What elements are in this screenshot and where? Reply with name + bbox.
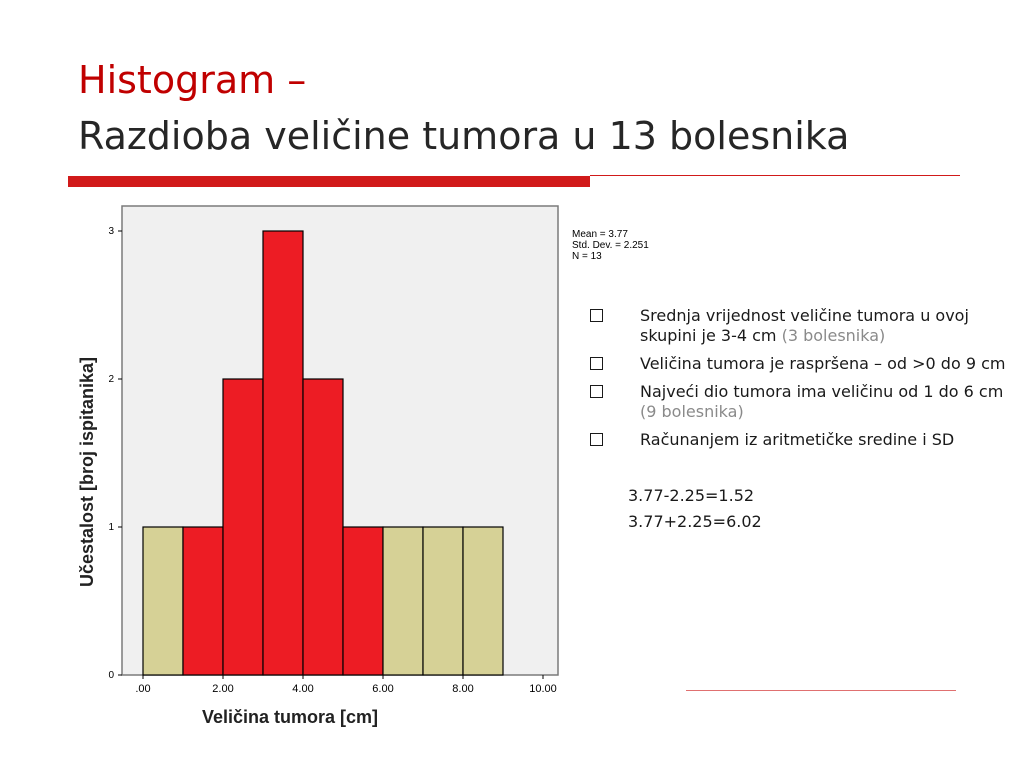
histogram-bar [143,527,183,675]
checkbox-bullet-icon [590,385,603,398]
histogram-bar [343,527,383,675]
histogram-bar [303,379,343,675]
title-rule-thick [68,176,590,187]
bullet-note: (3 bolesnika) [776,326,886,345]
bullet-list [590,306,1020,458]
histogram-bar [383,527,423,675]
stats-box [572,229,649,262]
stat-std: Std. Dev. = 2.251 [572,240,649,251]
x-tick-label: 10.00 [529,683,557,695]
histogram-bar [183,527,223,675]
y-axis-label: Učestalost [broj ispitanika] [77,356,97,588]
bullet-item [590,354,1020,374]
y-tick-label: 0 [108,670,114,681]
histogram-bar [463,527,503,675]
title-line-1: Histogram – [78,58,307,102]
bullet-item [590,382,1020,422]
calc-upper: 3.77+2.25=6.02 [628,512,762,531]
y-tick-label: 2 [108,374,114,385]
bullet-note: (9 bolesnika) [640,402,744,421]
histogram-bar [263,231,303,675]
bullet-item [590,430,1020,450]
x-tick-label: 6.00 [372,683,394,695]
x-tick-label: 2.00 [212,683,234,695]
stat-mean: Mean = 3.77 [572,229,628,240]
footer-rule [686,690,956,691]
checkbox-bullet-icon [590,433,603,446]
x-axis-label: Veličina tumora [cm] [201,707,379,727]
histogram-bar [223,379,263,675]
title-rule-thin [590,175,960,176]
title-line-2: Razdioba veličine tumora u 13 bolesnika [78,114,850,158]
x-tick-label: .00 [135,683,151,695]
checkbox-bullet-icon [590,309,603,322]
bullet-item [590,306,1020,346]
y-tick-label: 1 [108,522,114,533]
bullet-text: Srednja vrijednost veličine tumora u ovoj skupini je 3-4 cm [640,306,969,345]
histogram-chart [60,200,580,740]
x-tick-label: 4.00 [292,683,314,695]
slide-title [78,52,978,164]
y-tick-label: 3 [108,226,114,237]
calc-lower: 3.77-2.25=1.52 [628,486,755,505]
stat-n: N = 13 [572,251,602,262]
bullet-text: Najveći dio tumora ima veličinu od 1 do 6 cm [640,382,1004,401]
bullet-text: Računanjem iz aritmetičke sredine i SD [640,430,955,449]
histogram-bar [423,527,463,675]
x-tick-label: 8.00 [452,683,474,695]
checkbox-bullet-icon [590,357,603,370]
bullet-text: Veličina tumora je raspršena – od >0 do 9 cm [640,354,1006,373]
